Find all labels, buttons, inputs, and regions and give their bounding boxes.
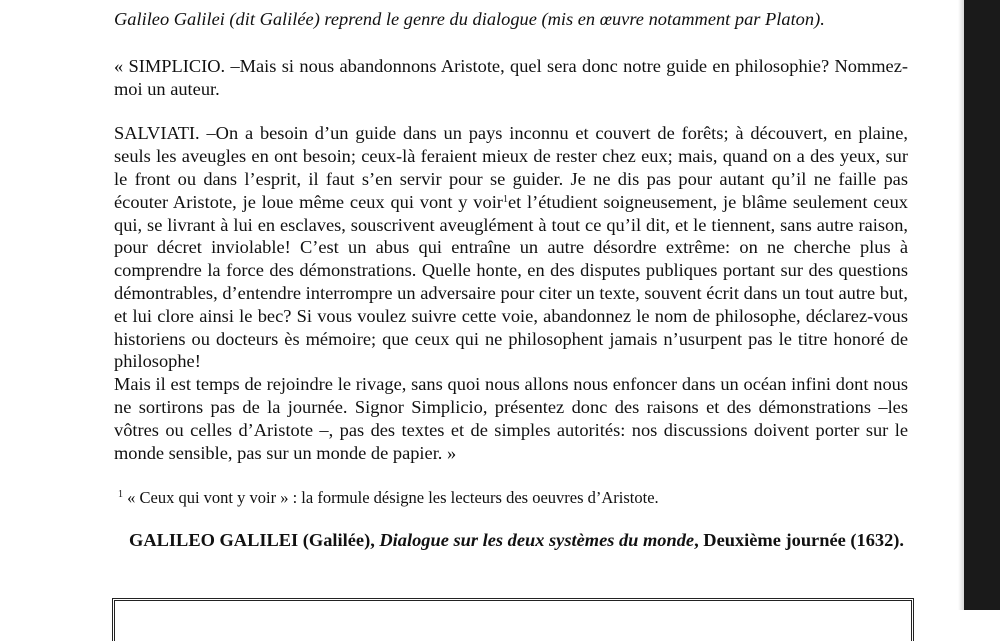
footnote: [118, 488, 908, 508]
salviati-text-part1: SALVIATI. –On a besoin d’un guide dans un pays inconnu et couvert de forêts; à découvert, en plaine, seuls les aveugles en ont besoin; ceux-là feraient mieux de rester chez eux; mais, quand on a des yeux, sur le front ou dans l’esprit, il faut s’en servir pour se guider. Je ne dis pas pour autant qu’il ne faille pas écouter Aristote, je loue même ceux qui vont y voir: [114, 123, 908, 212]
citation-author: GALILEO GALILEI (Galilée),: [129, 530, 380, 551]
citation-details: , Deuxième journée (1632).: [694, 530, 904, 551]
document-body: [114, 8, 908, 552]
salviati-continuation: Mais il est temps de rejoindre le rivage, sans quoi nous allons nous enfoncer dans un océan infini dont nous ne sortirons pas de la journée. Signor Simplicio, présentez donc des raisons et des démonstrations –les vôtres ou celles d’Aristote –, pas des textes et de simples autorités: nos discussions doivent porter sur le monde sensible, pas sur un monde de papier. »: [114, 374, 908, 463]
framed-box-top: [112, 598, 914, 641]
footnote-text: « Ceux qui vont y voir » : la formule désigne les lecteurs des oeuvres d’Aristote.: [123, 488, 659, 508]
paragraph-gap: [114, 100, 908, 122]
footnote-marker: 1: [118, 489, 123, 501]
page-edge: [964, 0, 1000, 610]
simplicio-paragraph: « SIMPLICIO. –Mais si nous abandonnons Aristote, quel sera donc notre guide en philosophie? Nommez-moi un auteur.: [114, 55, 908, 99]
intro-text: Galileo Galilei (dit Galilée) reprend le genre du dialogue (mis en œuvre notamment par Platon).: [114, 9, 825, 29]
salviati-paragraph: [114, 122, 908, 373]
citation-work-title: Dialogue sur les deux systèmes du monde: [379, 530, 695, 551]
salviati-text-part2: et l’étudient soigneusement, je blâme seulement ceux qui, se livrant à lui en esclaves, souscrivent aveuglément à tout ce qu’il dit, et le tiennent, sans autre raison, pour décret inviolable! C’est un abus qui entraîne un autre désordre extrême: on ne cherche plus à comprendre la force des démonstrations. Quelle honte, en des disputes publiques portant sur des questions démontrables, d’entendre interrompre un adversaire pour citer un texte, souvent écrit dans un tout autre but, et lui clore ainsi le bec? Si vous voulez suivre cette voie, abandonnez le nom de philosophe, déclarez-vous historiens ou docteurs ès mémoire; que ceux qui ne philosophent jamais n’usurpent pas le titre honoré de philosophe!: [114, 191, 908, 372]
source-citation: [114, 529, 908, 552]
footnote-reference[interactable]: 1: [502, 193, 508, 205]
